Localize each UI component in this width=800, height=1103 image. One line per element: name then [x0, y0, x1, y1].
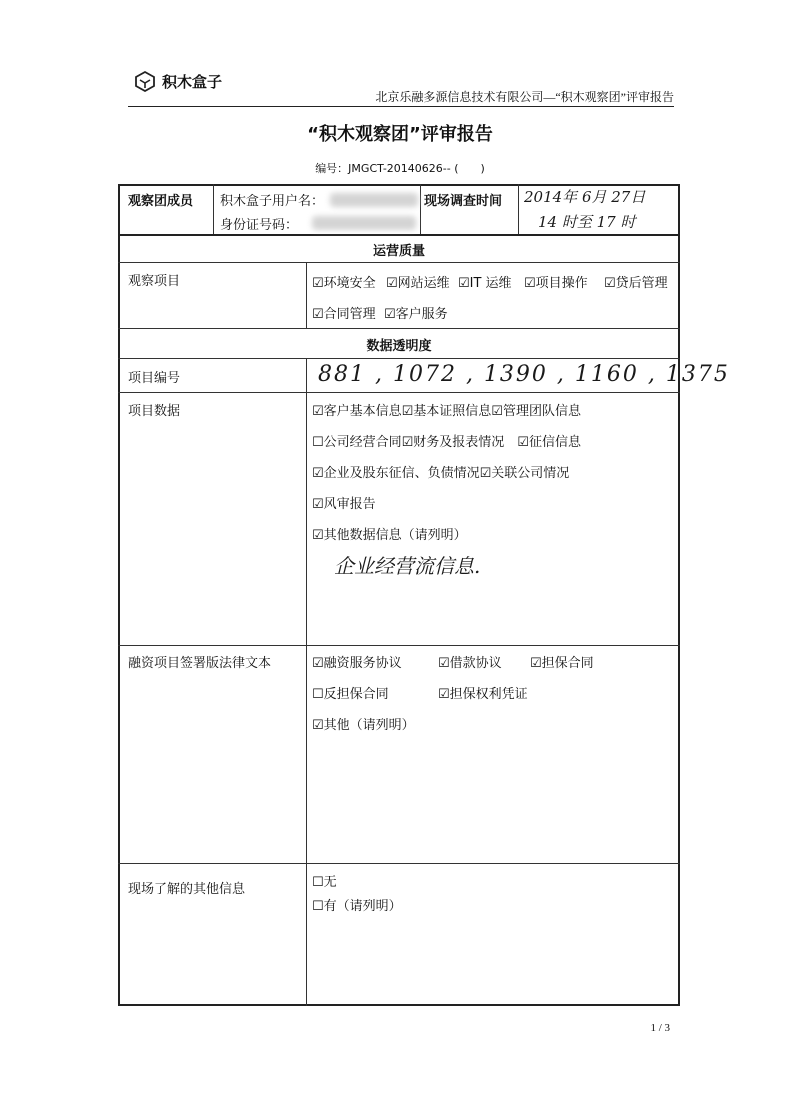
ops-section-title: 运营质量 — [372, 244, 425, 259]
logo-cube-icon — [134, 70, 156, 92]
document-title: “积木观察团”评审报告 — [307, 124, 493, 145]
project-number-label: 项目编号 — [128, 371, 181, 386]
document-number: 编号：JMGCT-20140626-- ( ) — [315, 162, 485, 175]
checkbox-it-ops[interactable]: ☑IT 运维 — [458, 276, 512, 291]
id-number-label: 身份证号码： — [220, 218, 299, 233]
checkbox-customer-service[interactable]: ☑客户服务 — [384, 307, 448, 322]
page-number: 1 / 3 — [650, 1022, 670, 1034]
company-logo — [134, 70, 222, 92]
legal-text-label: 融资项目签署版法律文本 — [128, 656, 272, 671]
divider — [118, 328, 680, 329]
checkbox-env-security[interactable]: ☑环境安全 — [312, 276, 376, 291]
header-divider — [128, 106, 674, 107]
project-numbers-handwritten: 881 , 1072 , 1390 , 1160 , 1375 — [318, 362, 730, 387]
other-data-handwritten: 企业经营流信息. — [334, 554, 481, 578]
divider — [420, 184, 421, 234]
divider — [118, 863, 680, 864]
divider — [306, 358, 307, 1006]
other-info-label: 现场了解的其他信息 — [128, 882, 246, 897]
checkbox-none[interactable]: ☐无 — [312, 875, 337, 890]
divider — [118, 645, 680, 646]
checkbox-guarantee-certificate[interactable]: ☑担保权利凭证 — [438, 687, 528, 702]
member-label: 观察团成员 — [128, 194, 194, 209]
project-data-option-line[interactable]: ☑其他数据信息（请列明） — [312, 528, 467, 543]
divider — [118, 234, 680, 236]
checkbox-legal-other[interactable]: ☑其他（请列明） — [312, 718, 415, 733]
ops-item-label: 观察项目 — [128, 274, 181, 289]
checkbox-financing-service-agreement[interactable]: ☑融资服务协议 — [312, 656, 402, 671]
checkbox-counter-guarantee[interactable]: ☐反担保合同 — [312, 687, 389, 702]
survey-date-handwritten: 2014年 6月 27日 — [524, 188, 646, 206]
redacted-id-number — [312, 216, 416, 230]
checkbox-website-ops[interactable]: ☑网站运维 — [386, 276, 450, 291]
project-data-option-line[interactable]: ☑风审报告 — [312, 497, 376, 512]
username-label: 积木盒子用户名： — [220, 194, 325, 209]
transparency-section-title: 数据透明度 — [366, 339, 432, 354]
project-data-option-line[interactable]: ☐公司经营合同☑财务及报表情况 ☑征信信息 — [312, 435, 581, 450]
checkbox-post-loan[interactable]: ☑贷后管理 — [604, 276, 668, 291]
divider — [118, 392, 680, 393]
survey-time-label: 现场调查时间 — [424, 194, 503, 209]
redacted-username — [330, 193, 418, 207]
header-subtitle: 北京乐融多源信息技术有限公司—“积木观察团”评审报告 — [375, 90, 674, 104]
logo-text: 积木盒子 — [162, 72, 223, 91]
project-data-option-line[interactable]: ☑客户基本信息☑基本证照信息☑管理团队信息 — [312, 404, 581, 419]
checkbox-guarantee-contract[interactable]: ☑担保合同 — [530, 656, 594, 671]
divider — [118, 358, 680, 359]
checkbox-yes-specify[interactable]: ☐有（请列明） — [312, 899, 402, 914]
project-data-label: 项目数据 — [128, 404, 181, 419]
checkbox-project-ops[interactable]: ☑项目操作 — [524, 276, 588, 291]
divider — [306, 262, 307, 328]
survey-time-handwritten: 14 时至 17 时 — [538, 213, 636, 231]
checkbox-loan-agreement[interactable]: ☑借款协议 — [438, 656, 502, 671]
divider — [518, 184, 519, 234]
divider — [213, 184, 214, 234]
divider — [118, 262, 680, 263]
checkbox-contract-mgmt[interactable]: ☑合同管理 — [312, 307, 376, 322]
project-data-option-line[interactable]: ☑企业及股东征信、负债情况☑关联公司情况 — [312, 466, 570, 481]
